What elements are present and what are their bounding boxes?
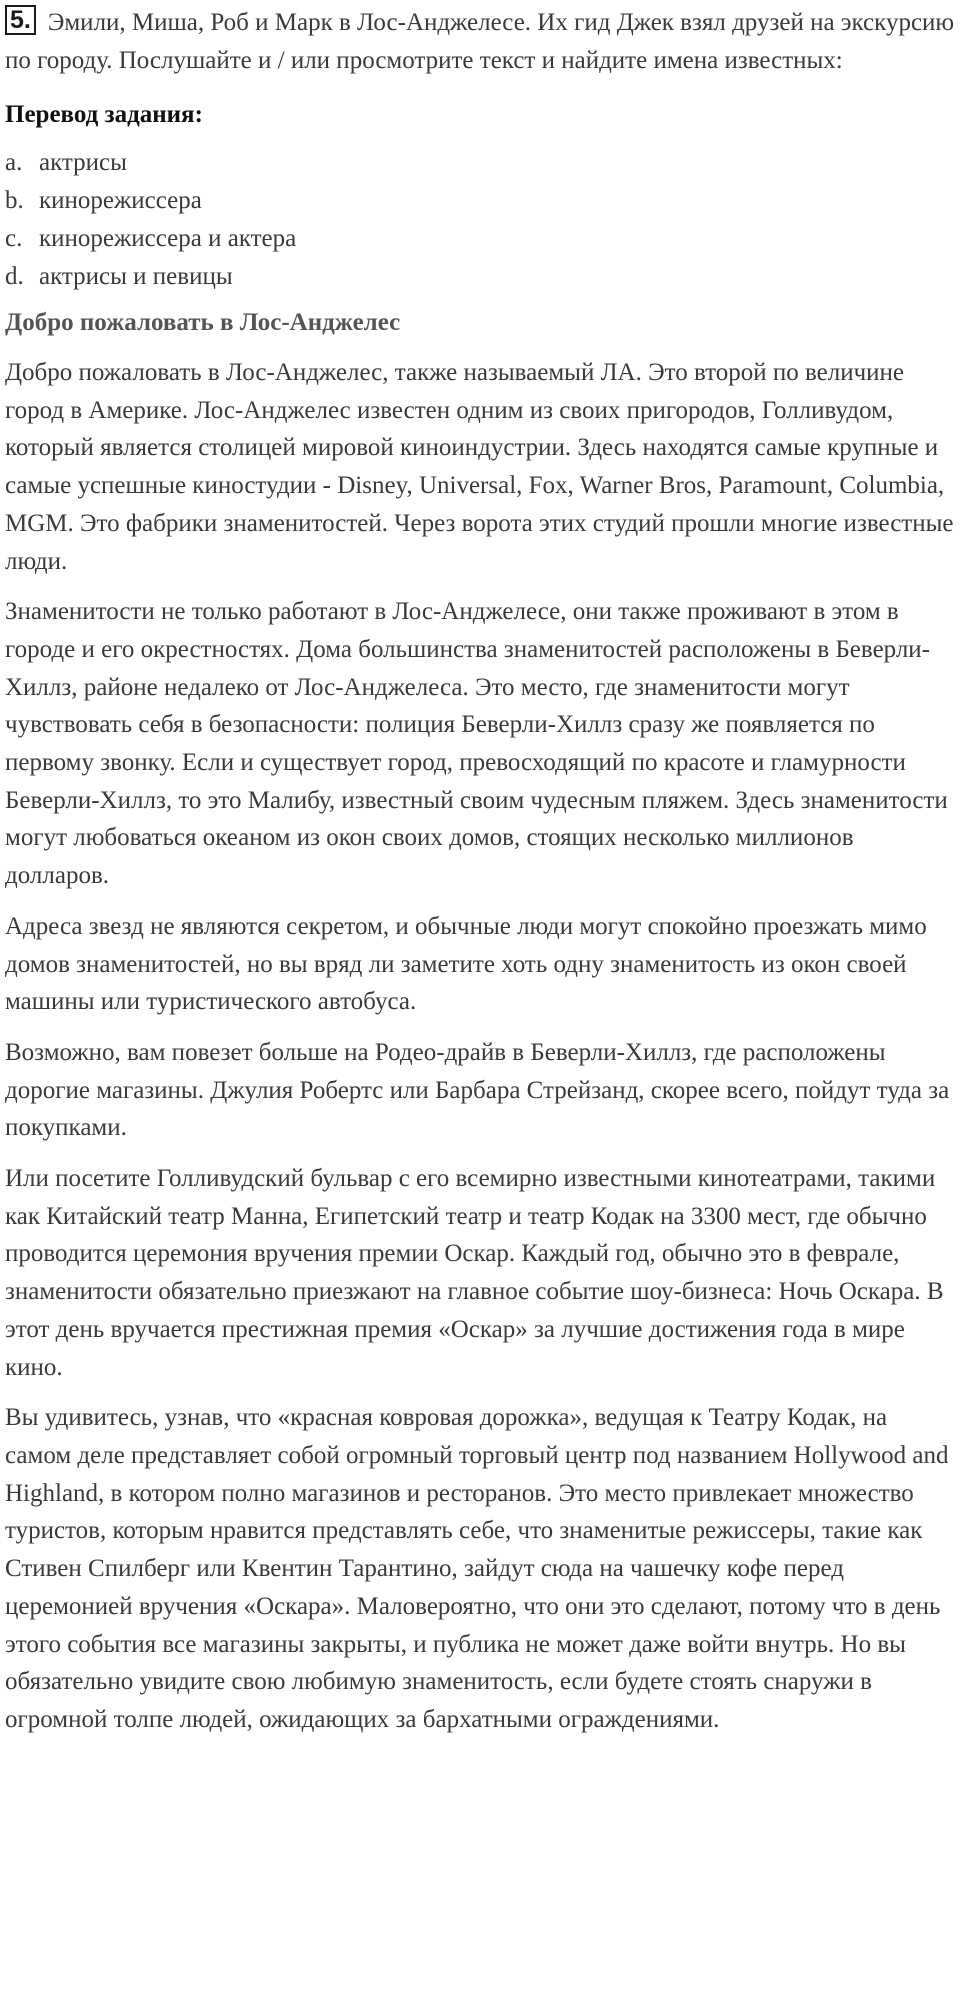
option-letter: d. bbox=[5, 263, 24, 290]
article-paragraph: Знаменитости не только работают в Лос-Анджелесе, они также проживают в этом в городе и его окрестностях. Дома большинства знаменитостей расположены в Беверли-Хиллз, районе недалеко от Лос-Анджелеса. Это место, где знаменитости могут чувствовать себя в безопасности: полиция Беверли-Хиллз сразу же появляется по первому звонку. Если и существует город, превосходящий по красоте и гламурности Беверли-Хиллз, то это Малибу, известный своим чудесным пляжем. Здесь знаменитости могут любоваться океаном из окон своих домов, стоящих несколько миллионов долларов. bbox=[5, 598, 948, 890]
option-text: актрисы bbox=[39, 149, 127, 176]
option-item-d bbox=[5, 258, 958, 296]
option-item-a bbox=[5, 144, 958, 182]
option-letter: a. bbox=[5, 149, 23, 176]
option-item-b bbox=[5, 182, 958, 220]
answer-options-list bbox=[5, 144, 958, 296]
article-title: Добро пожаловать в Лос-Анджелес bbox=[5, 309, 401, 336]
task-number-badge: 5. bbox=[5, 5, 36, 35]
article-paragraph: Вы удивитесь, узнав, что «красная ковровая дорожка», ведущая к Театру Кодак, на самом деле представляет собой огромный торговый центр под названием Hollywood and Highland, в котором полно магазинов и ресторанов. Это место привлекает множество туристов, которым нравится представлять себе, что знаменитые режиссеры, такие как Стивен Спилберг или Квентин Тарантино, зайдут сюда на чашечку кофе перед церемонией вручения «Оскара». Маловероятно, что они это сделают, потому что в день этого события все магазины закрыты, и публика не может даже войти внутрь. Но вы обязательно увидите свою любимую знаменитость, если будете стоять снаружи в огромной толпе людей, ожидающих за бархатными ограждениями. bbox=[5, 1404, 949, 1733]
article-paragraph: Адреса звезд не являются секретом, и обычные люди могут спокойно проезжать мимо домов знаменитостей, но вы вряд ли заметите хоть одну знаменитость из окон своей машины или туристического автобуса. bbox=[5, 912, 927, 1016]
option-text: кинорежиссера bbox=[39, 187, 202, 214]
task-statement bbox=[5, 4, 958, 80]
translation-heading: Перевод задания: bbox=[5, 101, 203, 128]
article-paragraph: Добро пожаловать в Лос-Анджелес, также называемый ЛА. Это второй по величине город в Америке. Лос-Анджелес известен одним из своих пригородов, Голливудом, который является столицей мировой киноиндустрии. Здесь находятся самые крупные и самые успешные киностудии - Disney, Universal, Fox, Warner Bros, Paramount, Columbia, MGM. Это фабрики знаменитостей. Через ворота этих студий прошли многие известные люди. bbox=[5, 359, 954, 575]
article-paragraph: Возможно, вам повезет больше на Родео-драйв в Беверли-Хиллз, где расположены дорогие магазины. Джулия Робертс или Барбара Стрейзанд, скорее всего, пойдут туда за покупками. bbox=[5, 1038, 950, 1142]
option-text: кинорежиссера и актера bbox=[39, 225, 297, 252]
option-letter: b. bbox=[5, 187, 24, 214]
option-text: актрисы и певицы bbox=[39, 263, 233, 290]
article-paragraph: Или посетите Голливудский бульвар с его всемирно известными кинотеатрами, такими как Китайский театр Манна, Египетский театр и театр Кодак на 3300 мест, где обычно проводится церемония вручения премии Оскар. Каждый год, обычно это в феврале, знаменитости обязательно приезжают на главное событие шоу-бизнеса: Ночь Оскара. В этот день вручается престижная премия «Оскар» за лучшие достижения года в мире кино. bbox=[5, 1165, 944, 1381]
task-text: Эмили, Миша, Роб и Марк в Лос-Анджелесе. Их гид Джек взял друзей на экскурсию по городу. Послушайте и / или просмотрите текст и найдите имена известных: bbox=[5, 9, 955, 74]
option-item-c bbox=[5, 220, 958, 258]
option-letter: c. bbox=[5, 225, 23, 252]
